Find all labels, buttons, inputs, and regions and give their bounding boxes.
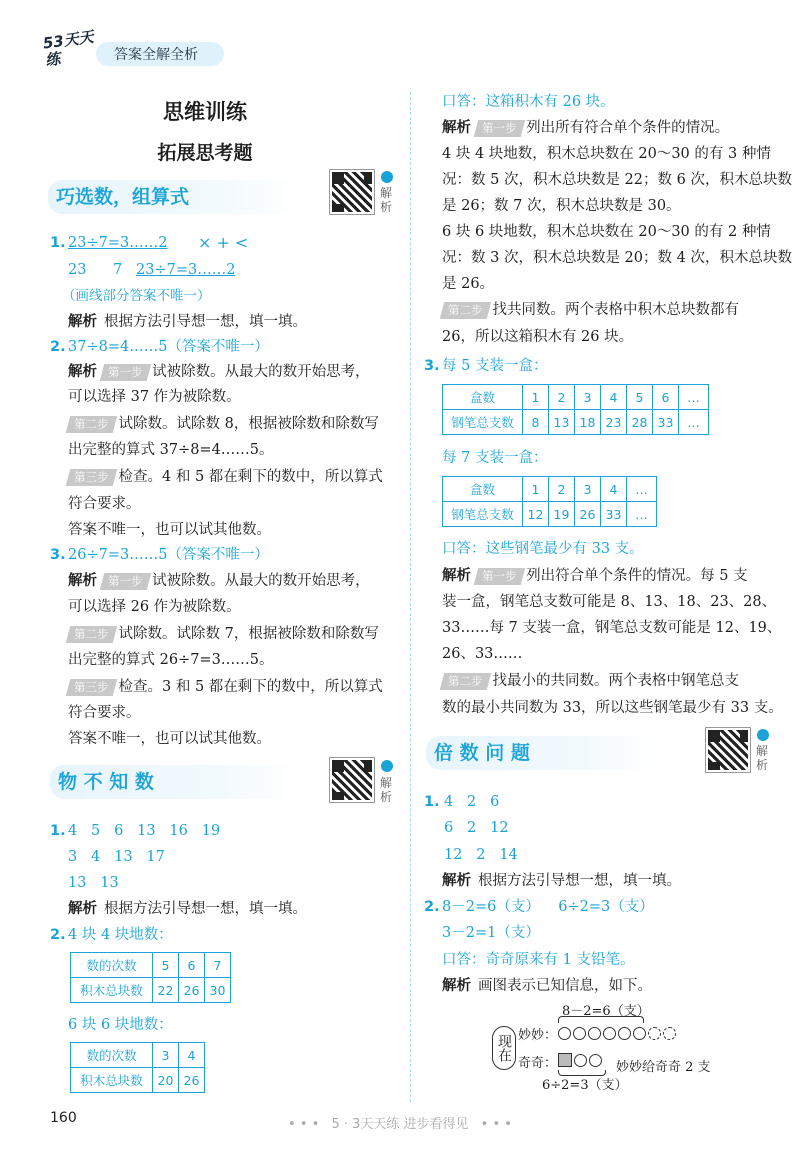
table-cell: 12	[523, 502, 549, 527]
qr-code[interactable]	[330, 170, 374, 214]
answer: 3 4 13 17	[68, 849, 165, 865]
play-icon	[757, 729, 769, 741]
label-top: 8－2=6（支）	[562, 1004, 650, 1019]
table-cell: 26	[575, 502, 601, 527]
page-title: 思维训练	[163, 100, 247, 124]
text: 6 块 6 块地数，积木总块数在 20～30 的有 2 种情	[442, 224, 771, 240]
step-badge: 第二步	[440, 302, 491, 319]
table-cell: 4	[601, 385, 627, 410]
answer: 4 块 4 块地数：	[68, 927, 173, 943]
qr-label: 解析	[380, 776, 393, 804]
text: 出完整的算式 26÷7=3……5。	[68, 652, 274, 668]
answer: 7	[113, 262, 123, 278]
text: 26、33……	[442, 646, 523, 662]
table-cell: 18	[575, 410, 601, 435]
table-cell: 4	[601, 477, 627, 502]
data-table	[70, 1042, 205, 1093]
table-cell: 22	[153, 978, 179, 1003]
table-cell: 5	[627, 385, 653, 410]
table-cell: 20	[153, 1068, 179, 1093]
step-badge: 第二步	[440, 673, 491, 690]
pencil-circle	[588, 1027, 601, 1040]
pencil-circle	[573, 1027, 586, 1040]
jiexi-label: 解析	[442, 873, 471, 889]
footer-dots: • • •	[288, 1117, 320, 1132]
step-badge: 第一步	[473, 120, 524, 137]
pencil-circle-dashed	[648, 1027, 661, 1040]
q-number: 3.	[50, 547, 66, 563]
answer: 6 2 12	[444, 820, 509, 836]
text: 答案不唯一，也可以试其他数。	[68, 731, 271, 747]
text: 出完整的算式 37÷8=4……5。	[68, 442, 274, 458]
answer: 37÷8=4……5（答案不唯一）	[68, 339, 269, 355]
table-cell: …	[627, 502, 657, 527]
answer: 6 块 6 块地数：	[68, 1017, 173, 1033]
pencil-circle	[574, 1054, 587, 1067]
row-header: 钢笔总支数	[443, 410, 523, 435]
answer: 26÷7=3……5（答案不唯一）	[68, 547, 269, 563]
text: 解析 第一步 列出符合单个条件的情况。每 5 支	[442, 568, 748, 584]
step-badge: 第一步	[99, 573, 150, 590]
table-cell: 3	[575, 477, 601, 502]
row-header: 钢笔总支数	[443, 502, 523, 527]
answer: 8－2=6（支） 6÷2=3（支）	[442, 899, 654, 915]
table-cell: 33	[601, 502, 627, 527]
text: 装一盒，钢笔总支数可能是 8、13、18、23、28、	[442, 594, 777, 610]
data-table	[442, 384, 709, 435]
jiexi-label: 解析	[68, 314, 97, 330]
table-cell: 5	[153, 953, 179, 978]
answer: 12 2 14	[444, 847, 518, 863]
q-number: 1.	[424, 794, 440, 810]
data-table	[70, 952, 231, 1003]
text: 26，所以这箱积木有 26 块。	[442, 329, 634, 345]
answer: × + <	[198, 233, 249, 252]
text: 符合要求。	[68, 705, 141, 721]
pencil-circle	[618, 1027, 631, 1040]
pencil-diagram	[486, 1000, 746, 1096]
row-header: 数的次数	[71, 1043, 153, 1068]
table-cell: 28	[627, 410, 653, 435]
label-miao: 妙妙：	[518, 1028, 558, 1043]
table-cell: 19	[549, 502, 575, 527]
text: 是 26；数 7 次，积木总块数是 30。	[442, 198, 681, 214]
step-badge: 第一步	[99, 364, 150, 381]
table-cell: 6	[179, 953, 205, 978]
brand-logo	[41, 27, 96, 72]
qr-code[interactable]	[706, 728, 750, 772]
text: 根据方法引导想一想，填一填。	[104, 314, 307, 330]
step-badge: 第二步	[66, 416, 117, 433]
table-cell: 1	[523, 385, 549, 410]
text: 第三步 检查。3 和 5 都在剩下的数中，所以算式	[68, 677, 383, 697]
table-cell: 13	[549, 410, 575, 435]
label-qiqi: 奇奇：	[518, 1056, 558, 1071]
original-pencil-box	[558, 1053, 572, 1067]
answer: 口答：奇奇原来有 1 支铅笔。	[442, 952, 635, 968]
header-tag-text: 答案全解全析	[114, 47, 198, 63]
text: 解析 第一步 列出所有符合单个条件的情况。	[442, 120, 730, 136]
text: 根据方法引导想一想，填一填。	[104, 901, 307, 917]
miao-pencils	[558, 1027, 676, 1040]
footer-slogan-text: 5 · 3天天练 进步看得见	[331, 1117, 469, 1132]
note: （画线部分答案不唯一）	[62, 288, 211, 304]
table-cell: 26	[179, 1068, 205, 1093]
table-cell: 2	[549, 385, 575, 410]
bracket	[558, 1016, 644, 1023]
q-number: 3.	[424, 358, 440, 374]
answer: 23	[68, 262, 87, 278]
page-number: 160	[50, 1110, 77, 1126]
text: 33……每 7 支装一盒，钢笔总支数可能是 12、19、	[442, 620, 782, 636]
qr-code[interactable]	[330, 758, 374, 802]
pencil-circle	[589, 1054, 602, 1067]
table-cell: 6	[653, 385, 679, 410]
q-number: 2.	[50, 927, 66, 943]
q-number: 1.	[50, 823, 66, 839]
row-header: 积木总块数	[71, 1068, 153, 1093]
table-cell: 7	[205, 953, 231, 978]
table-cell: 33	[653, 410, 679, 435]
pencil-circle	[633, 1027, 646, 1040]
text: 第三步 检查。4 和 5 都在剩下的数中，所以算式	[68, 467, 383, 487]
text: 可以选择 37 作为被除数。	[68, 389, 241, 405]
table-cell: …	[627, 477, 657, 502]
q-number: 1.	[50, 235, 66, 251]
row-header: 积木总块数	[71, 978, 153, 1003]
table-cell: 26	[179, 978, 205, 1003]
text: 数的最小共同数为 33，所以这些钢笔最少有 33 支。	[442, 700, 783, 716]
section-title-qiaoxuan: 巧选数，组算式	[48, 180, 298, 214]
answer: 每 5 支装一盒：	[442, 358, 548, 374]
text: 符合要求。	[68, 496, 141, 512]
text: 第二步 试除数。试除数 7，根据被除数和除数写	[68, 624, 379, 644]
text: 根据方法引导想一想，填一填。	[478, 873, 681, 889]
table-cell: …	[679, 410, 709, 435]
text: 画图表示已知信息，如下。	[478, 978, 652, 994]
column-divider	[410, 92, 411, 1102]
table-cell: 8	[523, 410, 549, 435]
qr-label: 解析	[380, 186, 393, 214]
row-header: 数的次数	[71, 953, 153, 978]
answer: 口答：这些钢笔最少有 33 支。	[442, 541, 644, 557]
page-subtitle: 拓展思考题	[157, 142, 253, 164]
table-cell: 23	[601, 410, 627, 435]
play-icon	[381, 171, 393, 183]
jiexi-label: 解析	[68, 364, 97, 380]
table-cell: 30	[205, 978, 231, 1003]
pencil-circle	[603, 1027, 616, 1040]
row-header: 盒数	[443, 385, 523, 410]
qr-label: 解析	[756, 744, 769, 772]
text: 答案不唯一，也可以试其他数。	[68, 522, 271, 538]
table-cell: 2	[549, 477, 575, 502]
footer-dots: • • •	[480, 1117, 512, 1132]
answer: 4 2 6	[444, 794, 500, 810]
pencil-circle-dashed	[663, 1027, 676, 1040]
play-icon	[381, 760, 393, 772]
now-tag: 现在	[492, 1026, 516, 1070]
table-cell: 3	[153, 1043, 179, 1068]
table-cell: 3	[575, 385, 601, 410]
table-cell: …	[679, 385, 709, 410]
jiexi-label: 解析	[442, 568, 471, 584]
jiexi-label: 解析	[68, 901, 97, 917]
text: 第二步 试除数。试除数 8，根据被除数和除数写	[68, 414, 379, 434]
data-table	[442, 476, 657, 527]
jiexi-label: 解析	[442, 978, 471, 994]
text: 况：数 5 次，积木总块数是 22；数 6 次，积木总块数	[442, 172, 792, 188]
text: 况：数 3 次，积木总块数是 20；数 4 次，积木总块数	[442, 250, 792, 266]
jiexi-label: 解析	[442, 120, 471, 136]
text: 可以选择 26 作为被除数。	[68, 599, 241, 615]
answer: 23÷7=3……2	[68, 235, 168, 251]
label-give: 妙妙给奇奇 2 支	[616, 1060, 711, 1075]
step-badge: 第一步	[473, 568, 524, 585]
text: 解析 第一步 试被除数。从最大的数开始思考，	[68, 573, 370, 589]
section-title-beishu: 倍 数 问 题	[426, 736, 656, 770]
jiexi-label: 解析	[68, 573, 97, 589]
text: 是 26。	[442, 276, 495, 292]
text: 第二步 找共同数。两个表格中积木总块数都有	[442, 300, 739, 320]
answer: 23÷7=3……2	[136, 262, 236, 278]
answer: 每 7 支装一盒：	[442, 450, 548, 466]
table-cell: 4	[179, 1043, 205, 1068]
text: 解析 第一步 试被除数。从最大的数开始思考，	[68, 364, 370, 380]
step-badge: 第三步	[66, 469, 117, 486]
text: 第二步 找最小的共同数。两个表格中钢笔总支	[442, 671, 739, 691]
step-badge: 第三步	[66, 679, 117, 696]
answer: 4 5 6 13 16 19	[68, 823, 221, 839]
brand-logo-text: 53天天练	[41, 27, 95, 70]
q-number: 2.	[424, 899, 440, 915]
q-number: 2.	[50, 339, 66, 355]
answer: 13 13	[68, 875, 119, 891]
table-cell: 1	[523, 477, 549, 502]
answer: 口答：这箱积木有 26 块。	[442, 94, 615, 110]
text: 4 块 4 块地数，积木总块数在 20～30 的有 3 种情	[442, 146, 771, 162]
qiqi-pencils	[558, 1053, 602, 1067]
step-badge: 第二步	[66, 626, 117, 643]
footer-slogan	[0, 1113, 800, 1132]
row-header: 盒数	[443, 477, 523, 502]
answer: 3－2=1（支）	[442, 925, 540, 941]
section-title-wubuzhishu: 物 不 知 数	[50, 765, 300, 799]
pencil-circle	[558, 1027, 571, 1040]
label-bottom: 6÷2=3（支）	[542, 1078, 628, 1093]
